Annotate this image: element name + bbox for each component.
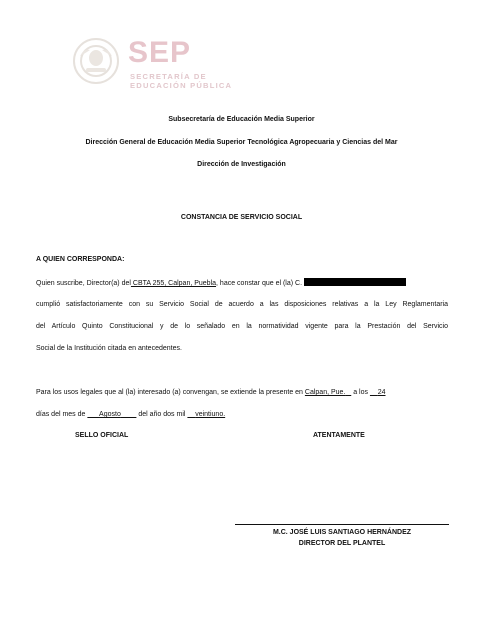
closing-label: ATENTAMENTE [313, 432, 365, 439]
issue-year: veintiuno. [195, 411, 226, 418]
redacted-name [304, 278, 406, 286]
issue-day: 24 [377, 389, 386, 396]
signer-role: DIRECTOR DEL PLANTEL [298, 540, 386, 547]
body-p2-line2 [36, 410, 225, 420]
logo-subtitle-line1: SECRETARÍA DE [130, 72, 207, 81]
institution-name: CBTA 255, Calpan, Puebla [130, 280, 217, 287]
body-line2: cumplió satisfactoriamente con su Servicio Social de acuerdo a las disposiciones relativas a la Ley Reglamentaria [36, 301, 448, 308]
body-p2-d: del año dos mil [138, 411, 186, 418]
header-line3: Dirección de Investigación [197, 161, 286, 168]
body-p1-b: , hace constar que el (la) C. [216, 280, 303, 287]
sep-logo-title: SEP [128, 36, 192, 69]
sep-logo-subtitle [130, 72, 232, 90]
signer-name: M.C. JOSÉ LUIS SANTIAGO HERNÁNDEZ [272, 529, 412, 536]
body-p1-a: Quien suscribe, Director(a) del [36, 280, 131, 287]
body-p2-c: días del mes de [36, 411, 86, 418]
body-p2-line1 [36, 388, 449, 398]
header-line2: Dirección General de Educación Media Superior Tecnológica Agropecuaria y Ciencias del Mar [85, 139, 398, 146]
body-line3: del Artículo Quinto Constitucional y de lo señalado en la normatividad vigente para la Prestación del Servicio [36, 323, 448, 330]
document-title: CONSTANCIA DE SERVICIO SOCIAL [180, 214, 303, 221]
stamp-label: SELLO OFICIAL [75, 432, 129, 439]
issue-month: Agosto [99, 411, 121, 418]
body-line1 [36, 278, 449, 289]
government-seal-icon [70, 36, 122, 86]
header-line1: Subsecretaría de Educación Media Superior [168, 116, 315, 123]
logo-subtitle-line2: EDUCACIÓN PÚBLICA [130, 81, 233, 90]
salutation: A QUIEN CORRESPONDA: [36, 256, 125, 263]
signature-line [235, 524, 449, 525]
body-p2-b: a los [353, 389, 368, 396]
body-p2-a: Para los usos legales que al (la) interesado (a) convengan, se extiende la presente en [36, 389, 303, 396]
issue-city: Calpan, Pue. [304, 389, 346, 396]
body-line4: Social de la Institución citada en antecedentes. [36, 345, 182, 352]
